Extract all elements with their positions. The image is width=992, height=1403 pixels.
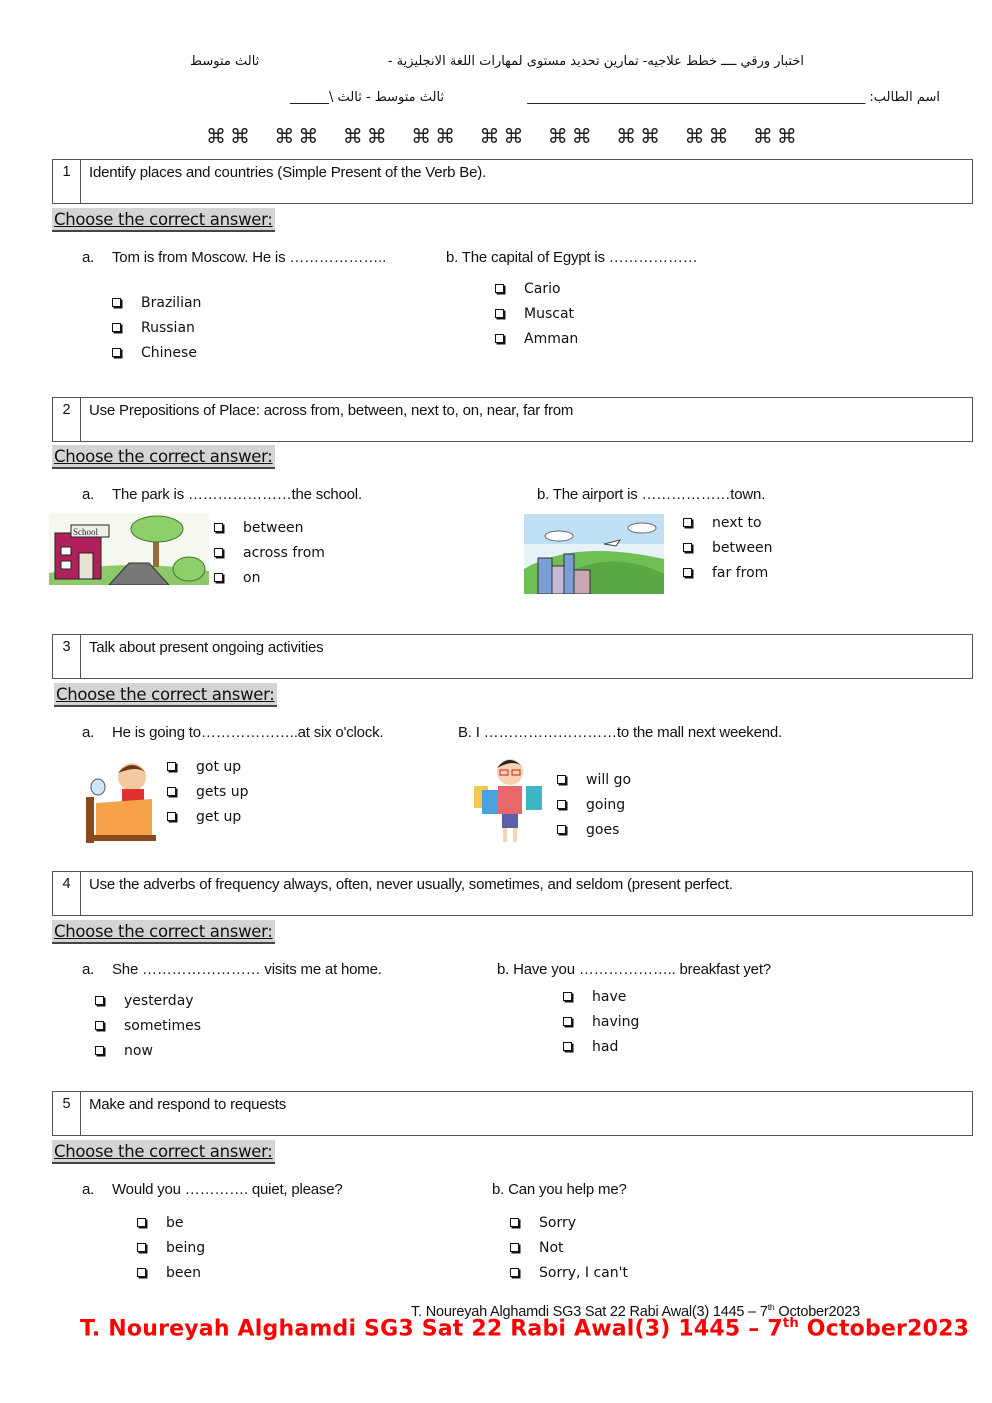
option-label: Muscat (524, 305, 575, 322)
option[interactable] (557, 767, 631, 792)
option[interactable] (510, 1260, 628, 1285)
footer-text: October2023 (774, 1303, 861, 1320)
option[interactable] (214, 540, 325, 565)
option-label: across from (243, 544, 325, 561)
options-3b (557, 767, 631, 842)
option[interactable] (137, 1260, 205, 1285)
checkbox-icon[interactable] (495, 309, 504, 318)
airport-town-illustration (524, 514, 664, 594)
checkbox-icon[interactable] (510, 1243, 519, 1252)
option-label: will go (586, 771, 632, 788)
checkbox-icon[interactable] (167, 762, 176, 771)
option-label: going (586, 796, 626, 813)
option[interactable] (557, 792, 631, 817)
checkbox-icon[interactable] (214, 573, 223, 582)
checkbox-icon[interactable] (563, 1042, 572, 1051)
option[interactable] (683, 510, 773, 535)
checkbox-icon[interactable] (557, 800, 566, 809)
question-3a (82, 724, 383, 741)
option-label: got up (196, 758, 242, 775)
option-label: been (166, 1264, 201, 1281)
choose-heading: Choose the correct answer: (52, 445, 275, 469)
question-5a (82, 1181, 343, 1198)
options-2a (214, 515, 325, 590)
footer-sup: th (782, 1316, 799, 1331)
option-label: Not (539, 1239, 564, 1256)
option-label: sometimes (124, 1017, 202, 1034)
boy-shopping-bags-illustration (470, 752, 550, 847)
svg-text:School: School (73, 527, 99, 537)
option-label: Cario (524, 280, 561, 297)
objective-number: 4 (53, 872, 81, 915)
options-1b (495, 276, 578, 351)
option[interactable] (167, 754, 249, 779)
footer-sup: th (767, 1302, 775, 1312)
options-5a (137, 1210, 205, 1285)
option-label: yesterday (124, 992, 194, 1009)
checkbox-icon[interactable] (112, 298, 121, 307)
option-label: between (712, 539, 773, 556)
checkbox-icon[interactable] (563, 992, 572, 1001)
options-4b (563, 984, 639, 1059)
option[interactable] (495, 276, 578, 301)
option[interactable] (137, 1210, 205, 1235)
option[interactable] (510, 1235, 628, 1260)
header-title: اختبار ورقي ــــ خطط علاجيه- تمارين تحديد مستوى لمهارات اللغة الانجليزية - (387, 54, 804, 69)
ornament-icon: ⌘⌘ (342, 124, 391, 148)
ornament-icon: ⌘⌘ (616, 124, 665, 148)
option-label: gets up (196, 783, 249, 800)
option[interactable] (112, 340, 201, 365)
option[interactable] (95, 1013, 201, 1038)
ornament-icon: ⌘⌘ (274, 124, 323, 148)
option[interactable] (112, 315, 201, 340)
checkbox-icon[interactable] (510, 1268, 519, 1277)
question-4b: b. Have you ……………….. breakfast yet? (497, 961, 771, 978)
question-3b: B. I ………………………to the mall next weekend. (458, 724, 782, 741)
option[interactable] (683, 535, 773, 560)
school-park-illustration (49, 513, 209, 585)
objective-box-3 (52, 634, 973, 679)
option[interactable] (214, 565, 325, 590)
checkbox-icon[interactable] (112, 348, 121, 357)
options-5b (510, 1210, 628, 1285)
options-3a (167, 754, 249, 829)
objective-box-5 (52, 1091, 973, 1136)
objective-text: Identify places and countries (Simple Present of the Verb Be). (89, 164, 486, 181)
class-field[interactable]: ثالث متوسط - ثالث \______ (290, 90, 445, 105)
option[interactable] (95, 988, 201, 1013)
option-label: Sorry, I can't (539, 1264, 628, 1281)
option-label: next to (712, 514, 762, 531)
question-label: a. (82, 1181, 95, 1198)
option[interactable] (495, 301, 578, 326)
question-4a (82, 961, 382, 978)
question-label: a. (82, 961, 95, 978)
option-label: Russian (141, 319, 195, 336)
footer-text: T. Noureyah Alghamdi SG3 Sat 22 Rabi Awal(3) 1445 – 7 (411, 1303, 768, 1320)
option[interactable] (95, 1038, 201, 1063)
option[interactable] (563, 984, 639, 1009)
checkbox-icon[interactable] (95, 996, 104, 1005)
ornament-divider (206, 124, 801, 148)
checkbox-icon[interactable] (683, 543, 692, 552)
option[interactable] (563, 1034, 639, 1059)
ornament-icon: ⌘⌘ (479, 124, 528, 148)
option-label: Amman (524, 330, 579, 347)
checkbox-icon[interactable] (137, 1218, 146, 1227)
option-label: be (166, 1214, 184, 1231)
option[interactable] (683, 560, 773, 585)
checkbox-icon[interactable] (137, 1243, 146, 1252)
question-2b: b. The airport is ………………town. (537, 486, 766, 503)
objective-text: Use the adverbs of frequency always, often, never usually, sometimes, and seldom (present perfect. (89, 876, 733, 893)
option-label: on (243, 569, 261, 586)
option-label: having (592, 1013, 640, 1030)
checkbox-icon[interactable] (167, 812, 176, 821)
objective-box-1 (52, 159, 973, 204)
option[interactable] (112, 290, 201, 315)
checkbox-icon[interactable] (683, 568, 692, 577)
choose-heading: Choose the correct answer: (52, 920, 275, 944)
option-label: get up (196, 808, 242, 825)
checkbox-icon[interactable] (563, 1017, 572, 1026)
objective-box-4 (52, 871, 973, 916)
option[interactable] (167, 804, 249, 829)
question-text: She …………………… visits me at home. (112, 961, 382, 978)
checkbox-icon[interactable] (112, 323, 121, 332)
option[interactable] (495, 326, 578, 351)
option-label: Sorry (539, 1214, 577, 1231)
option-label: have (592, 988, 627, 1005)
option-label: goes (586, 821, 620, 838)
choose-heading: Choose the correct answer: (52, 208, 275, 232)
footer-teacher-banner (80, 1316, 969, 1341)
student-name-field[interactable]: اسم الطالب: ____________________________________________________ (527, 90, 940, 105)
question-text: He is going to………………..at six o'clock. (112, 724, 384, 741)
options-1a (112, 290, 201, 365)
objective-number: 1 (53, 160, 81, 203)
option[interactable] (557, 817, 631, 842)
objective-text: Use Prepositions of Place: across from, between, next to, on, near, far from (89, 402, 574, 419)
footer-text: October2023 (798, 1316, 970, 1342)
options-4a (95, 988, 201, 1063)
ornament-icon: ⌘⌘ (547, 124, 596, 148)
checkbox-icon[interactable] (557, 775, 566, 784)
checkbox-icon[interactable] (495, 284, 504, 293)
option[interactable] (167, 779, 249, 804)
option[interactable] (563, 1009, 639, 1034)
checkbox-icon[interactable] (137, 1268, 146, 1277)
boy-waking-up-illustration (82, 757, 158, 845)
objective-number: 3 (53, 635, 81, 678)
checkbox-icon[interactable] (95, 1021, 104, 1030)
checkbox-icon[interactable] (167, 787, 176, 796)
question-1b: b. The capital of Egypt is ……………… (446, 249, 698, 266)
option-label: between (243, 519, 304, 536)
option-label: being (166, 1239, 206, 1256)
header-grade: ثالث متوسط (190, 54, 260, 69)
question-text: The park is …………………the school. (112, 486, 362, 503)
objective-number: 2 (53, 398, 81, 441)
option-label: Brazilian (141, 294, 202, 311)
ornament-icon: ⌘⌘ (206, 124, 254, 148)
question-1a (82, 249, 386, 266)
question-2a (82, 486, 362, 503)
question-text: Would you …………. quiet, please? (112, 1181, 343, 1198)
question-label: a. (82, 724, 95, 741)
checkbox-icon[interactable] (557, 825, 566, 834)
objective-box-2 (52, 397, 973, 442)
ornament-icon: ⌘⌘ (684, 124, 733, 148)
footer-text: T. Noureyah Alghamdi SG3 Sat 22 Rabi Awal(3) 1445 – 7 (80, 1316, 783, 1342)
checkbox-icon[interactable] (683, 518, 692, 527)
options-2b (683, 510, 773, 585)
question-label: a. (82, 249, 95, 266)
objective-text: Make and respond to requests (89, 1096, 287, 1113)
option-label: now (124, 1042, 153, 1059)
option-label: had (592, 1038, 619, 1055)
checkbox-icon[interactable] (510, 1218, 519, 1227)
checkbox-icon[interactable] (95, 1046, 104, 1055)
option[interactable] (137, 1235, 205, 1260)
choose-heading: Choose the correct answer: (54, 683, 277, 707)
checkbox-icon[interactable] (214, 548, 223, 557)
option-label: far from (712, 564, 769, 581)
choose-heading: Choose the correct answer: (52, 1140, 275, 1164)
checkbox-icon[interactable] (495, 334, 504, 343)
ornament-icon: ⌘⌘ (411, 124, 460, 148)
option[interactable] (214, 515, 325, 540)
objective-text: Talk about present ongoing activities (89, 639, 324, 656)
option-label: Chinese (141, 344, 197, 361)
option[interactable] (510, 1210, 628, 1235)
question-text: Tom is from Moscow. He is ……………….. (112, 249, 387, 266)
question-label: a. (82, 486, 95, 503)
checkbox-icon[interactable] (214, 523, 223, 532)
objective-number: 5 (53, 1092, 81, 1135)
ornament-icon: ⌘⌘ (752, 124, 801, 148)
question-5b: b. Can you help me? (492, 1181, 627, 1198)
